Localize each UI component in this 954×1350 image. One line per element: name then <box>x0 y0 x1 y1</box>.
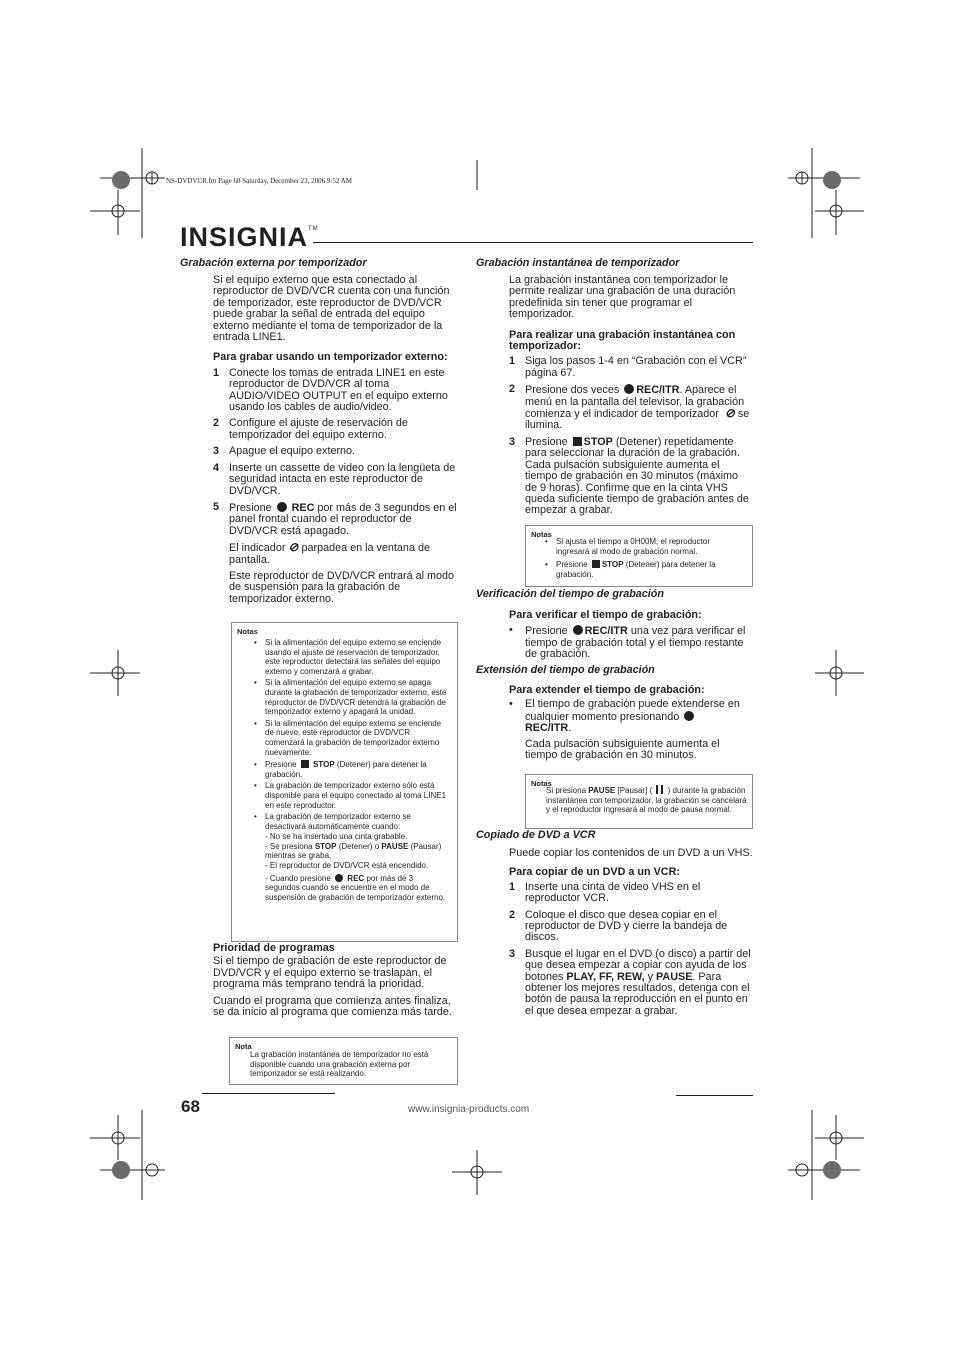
page-number: 68 <box>181 1097 200 1116</box>
right-verif-heading: Verificación del tiempo de grabación <box>476 588 664 600</box>
right-step-2: 2 Presione dos veces REC/ITR. Aparece el menú en la pantalla del televisor, la grabación comienza y el indicador de temporizador ⊘ se ilumina. <box>509 383 750 432</box>
ext-subhead: Para extender el tiempo de grabación: <box>509 684 705 696</box>
ext-more: Cada pulsación subsiguiente aumenta el tiempo de grabación en 30 minutos. <box>525 737 720 762</box>
footer-url: www.insignia-products.com <box>408 1104 530 1115</box>
ext-bullet: • El tiempo de grabación puede extenderse en cualquier momento presionando REC/ITR. <box>509 698 740 735</box>
left-notes-box: Notas • Si la alimentación del equipo externo se enciende usando el ajuste de reservación de temporizador, este reproductor detectará las señales del equipo externo y comenzará a grabar. • Si la alimentación del equipo externo se apaga durante la grabación de temporizador externo, este reproductor de DVD/VCR detendrá la grabación de temporizador externo y apagará la unidad. • Si la alimentación del equipo externo se enciende de nuevo, este reproductor de DVD/VCR comenzará la grabación de temporizador externo nuevamente. • Presione STOP (Detener) para detener la grabación. • La grabación de temporizador externo sólo está disponible para el equipo conectado al toma LINE1 en este reproductor. • La grabación de temporizador externo se desactivará automáticamente cuando: - No se ha insertado una cinta grabable. - Se presiona STOP (Detener) o PAUSE (Pausar) mientras se graba. - El reproductor de DVD/VCR está encendido. - Cuando presione REC por más de 3 segundos cuando se encuentre en el modo de suspensión de grabación de temporizador externo. <box>231 622 458 942</box>
rec-icon <box>684 711 694 721</box>
left-step-5: 5 Presione REC por más de 3 segundos en el panel frontal cuando el reproductor de DVD/VCR está apagado. <box>213 500 457 537</box>
right-notes-box: Notas • Si ajusta el tiempo a 0H00M, el reproductor ingresará al modo de grabación normal. • Presione STOP (Detener) para detener la grabación. <box>525 525 753 587</box>
left-step-4: 4 Inserte un cassette de video con la lengüeta de seguridad intacta en este reproductor de DVD/VCR. <box>213 461 456 497</box>
footer-rule-left <box>202 1093 335 1094</box>
left-note-6: • La grabación de temporizador externo se desactivará automáticamente cuando: <box>254 812 411 831</box>
copy-step-3: 3 Busque el lugar en el DVD (o disco) a partir del que desea empezar a copiar con ayuda de los botones PLAY, FF, REW, y PAUSE. Para obtener los mejores resultados, detenga con el botón de pausa la reproducción en el punto en el que desea empezar a grabar. <box>509 947 751 1017</box>
rec-icon <box>277 502 287 512</box>
right-verif-body <box>509 610 753 661</box>
copy-step-1: 1 Inserte una cinta de video VHS en el reproductor VCR. <box>509 880 701 905</box>
timer-icon: ⊘ <box>724 406 735 421</box>
priority-heading: Prioridad de programas <box>213 942 335 954</box>
left-priority <box>213 943 458 1018</box>
stop-icon <box>573 437 582 446</box>
right-intro: La grabación instantánea con temporizador le permite realizar una grabación de una duración predefinida sin tener que programar el temporizador. <box>509 274 736 321</box>
left-step-3: 3 Apague el equipo externo. <box>213 445 356 458</box>
left-step-1: 1 Conecte los tomas de entrada LINE1 en este reproductor de DVD/VCR al toma AUDIO/VIDEO OUTPUT en el equipo externo usando los cables de audio/video. <box>213 366 448 414</box>
right-body <box>509 275 753 517</box>
left-dash-1: - No se ha insertado una cinta grabable. <box>265 832 408 842</box>
left-note-3: • Si la alimentación del equipo externo se enciende de nuevo, este reproductor de DVD/VCR comenzará la grabación de temporizador externo nuevamente. <box>254 718 442 757</box>
right-copy-heading: Copiado de DVD a VCR <box>476 829 596 841</box>
left-subhead: Para grabar usando un temporizador externo: <box>213 351 448 364</box>
right-heading: Grabación instantánea de temporizador <box>476 257 680 269</box>
priority-text-1: Si el tiempo de grabación de este reproductor de DVD/VCR y el equipo externo se traslapan, el programa más temprano tendrá la prioridad. <box>213 955 447 991</box>
left-nota-text: La grabación instantánea de temporizador no está disponible cuando una grabación externa por temporizador se está realizando. <box>250 1050 429 1079</box>
right-step-3: 3 Presione STOP (Detener) repetidamente para seleccionar la duración de la grabación. Cada pulsación subsiguiente aumenta el tiempo de grabación en 30 minutos (máximo de 9 horas). Confirme que en la cinta VHS queda suficiente tiempo de grabación antes de empezar a grabar. <box>509 435 749 517</box>
left-indicator: El indicador ⊘ parpadea en la ventana de pantalla. <box>229 540 430 566</box>
left-nota-box: Nota La grabación instantánea de temporizador no está disponible cuando una grabación externa por temporizador se está realizando. <box>229 1037 458 1085</box>
left-dash-3: - El reproductor de DVD/VCR está encendido. <box>265 861 429 871</box>
copy-subhead: Para copiar de un DVD a un VCR: <box>509 866 680 879</box>
rec-icon <box>624 384 634 394</box>
insignia-logo: INSIGNIA™ <box>180 222 319 252</box>
copy-step-2: 2 Coloque el disco que desea copiar en el reproductor de DVD y cierre la bandeja de discos. <box>509 908 728 944</box>
pause-icon <box>656 785 663 794</box>
left-standby: Este reproductor de DVD/VCR entrará al modo de suspensión para la grabación de temporizador externo. <box>229 569 455 605</box>
left-note-2: • Si la alimentación del equipo externo se apaga durante la grabación de temporizador externo, este reproductor de DVD/VCR detendrá la grabación de temporizador externo y apagará la unidad. <box>254 678 447 717</box>
left-dash-2: - Se presiona STOP (Detener) o PAUSE (Pausar) mientras se graba. <box>265 841 442 861</box>
header-rule <box>313 242 753 243</box>
verif-bullet: • Presione REC/ITR una vez para verificar el tiempo de grabación total y el tiempo restante de grabación. <box>509 624 746 661</box>
rec-icon <box>573 625 583 635</box>
right-note-2: • Presione STOP (Detener) para detener la grabación. <box>545 560 716 579</box>
right-note-1: • Si ajusta el tiempo a 0H00M, el reproductor ingresará al modo de grabación normal. <box>545 537 710 556</box>
verif-subhead: Para verificar el tiempo de grabación: <box>509 609 702 621</box>
left-heading: Grabación externa por temporizador <box>180 257 367 269</box>
right-notes2-text: Si presiona PAUSE [Pausar] ( ) durante la grabación instantánea con temporizador, la grabación se cancelará y el reproductor ingresará al modo de pausa normal. <box>546 786 747 815</box>
stop-icon <box>592 560 600 568</box>
left-dash-4: - Cuando presione REC por más de 3 segundos cuando se encuentre en el modo de suspensión de grabación de temporizador externo. <box>265 873 446 902</box>
right-notes2-box: Notas Si presiona PAUSE [Pausar] ( ) durante la grabación instantánea con temporizador, la grabación se cancelará y el reproductor ingresará al modo de pausa normal. <box>525 774 753 829</box>
right-ext-heading: Extensión del tiempo de grabación <box>476 664 655 676</box>
right-ext-body <box>509 685 753 761</box>
file-header: NS-DVDVCR.fm Page 68 Saturday, December 23, 2006 9:52 AM <box>166 177 352 185</box>
left-note-5: • La grabación de temporizador externo sólo está disponible para el equipo conectado al toma LINE1 en este reproductor. <box>254 781 447 810</box>
rec-icon <box>335 874 343 882</box>
right-subhead: Para realizar una grabación instantánea con temporizador: <box>509 328 736 353</box>
footer-rule-right <box>676 1095 753 1096</box>
left-note-4: • Presione STOP (Detener) para detener la grabación. <box>254 760 427 779</box>
left-note-1: • Si la alimentación del equipo externo se enciende usando el ajuste de reservación de temporizador, este reproductor detectará las señales del equipo externo y comenzará a grabar. <box>254 638 442 676</box>
stop-icon <box>301 760 309 768</box>
left-step-2: 2 Configure el ajuste de reservación de temporizador del equipo externo. <box>213 417 408 441</box>
priority-text-2: Cuando el programa que comienza antes finaliza, se da inicio al programa que comienza más tarde. <box>213 994 452 1019</box>
left-intro: Si el equipo externo que esta conectado al reproductor de DVD/VCR cuenta con una función de temporizador, este reproductor de DVD/VCR puede grabar la señal de entrada del equipo externo mediante el toma de temporizador de la entrada LINE1. <box>213 274 450 344</box>
left-body <box>213 275 458 605</box>
copy-intro: Puede copiar los contenidos de un DVD a un VHS. <box>509 847 753 859</box>
timer-icon: ⊘ <box>288 540 299 555</box>
right-step-1: 1 Siga los pasos 1-4 en “Grabación con el VCR” página 67. <box>509 355 747 379</box>
right-copy-body <box>509 848 753 1017</box>
